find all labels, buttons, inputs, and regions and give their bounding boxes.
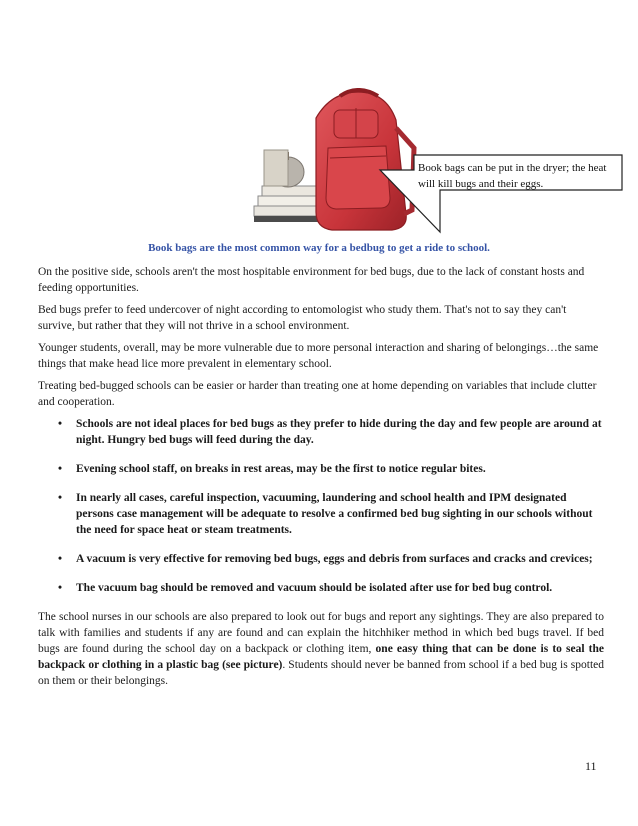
closing-text-end: . Students should never be banned from school if a bed bug is spotted on them or their belongings. xyxy=(38,659,604,687)
figure-caption: Book bags are the most common way for a bedbug to get a ride to school. xyxy=(148,242,490,254)
paragraph: On the positive side, schools aren't the most hospitable environment for bed bugs, due to the lack of constant hosts and feeding opportunities. xyxy=(38,266,585,294)
bullet-dot-icon: • xyxy=(58,582,63,594)
bullet-dot-icon: • xyxy=(58,553,63,565)
bullet-dot-icon: • xyxy=(58,418,63,430)
closing-text: The school nurses in our schools are also prepared to look out for bugs and report any sightings. They are also prepared to talk with families and students if any are found and can explain the hitchhiker method in which bed bugs travel. If bed bugs are found during the school day on a backpack or clothing item, xyxy=(38,611,604,655)
bullet-text: Schools are not ideal places for bed bugs as they prefer to hide during the day and few people are around at night. Hungry bed bugs will feed during the day. xyxy=(76,418,602,446)
callout-shape xyxy=(0,0,638,260)
callout-text: Book bags can be put in the dryer; the heat will kill bugs and their eggs. xyxy=(418,162,607,190)
paragraph: Treating bed-bugged schools can be easier or harder than treating one at home depending on variables that include clutter and cooperation. xyxy=(38,380,597,408)
bullet-dot-icon: • xyxy=(58,492,63,504)
bullet-text: The vacuum bag should be removed and vacuum should be isolated after use for bed bug control. xyxy=(76,582,553,594)
paragraph: Bed bugs prefer to feed undercover of night according to entomologist who study them. That's not to say they can't survive, but rather that they will not thrive in a school environment. xyxy=(38,304,567,332)
closing-emphasis: one easy thing that can be done is to seal the backpack or clothing in a plastic bag (see picture) xyxy=(38,643,605,671)
closing-paragraph xyxy=(38,609,604,689)
paragraph: Younger students, overall, may be more vulnerable due to more personal interaction and sharing of belongings…the same things that make head lice more prevalent in elementary school. xyxy=(38,342,599,370)
bullet-item xyxy=(38,490,604,538)
bullet-dot-icon: • xyxy=(58,463,63,475)
document-body xyxy=(38,264,604,695)
bullet-text: Evening school staff, on breaks in rest areas, may be the first to notice regular bites. xyxy=(76,463,486,475)
bullet-item xyxy=(38,416,604,448)
bullet-item xyxy=(38,461,604,477)
bullet-text: A vacuum is very effective for removing bed bugs, eggs and debris from surfaces and cracks and crevices; xyxy=(76,553,593,565)
bullet-item xyxy=(38,551,604,567)
bullet-item xyxy=(38,580,604,596)
bullet-list xyxy=(38,416,604,596)
page-number: 11 xyxy=(585,759,597,773)
bullet-text: In nearly all cases, careful inspection, vacuuming, laundering and school health and IPM designated persons case management will be adequate to resolve a confirmed bed bug sighting in our schools without the need for space heat or steam treatments. xyxy=(76,492,593,536)
